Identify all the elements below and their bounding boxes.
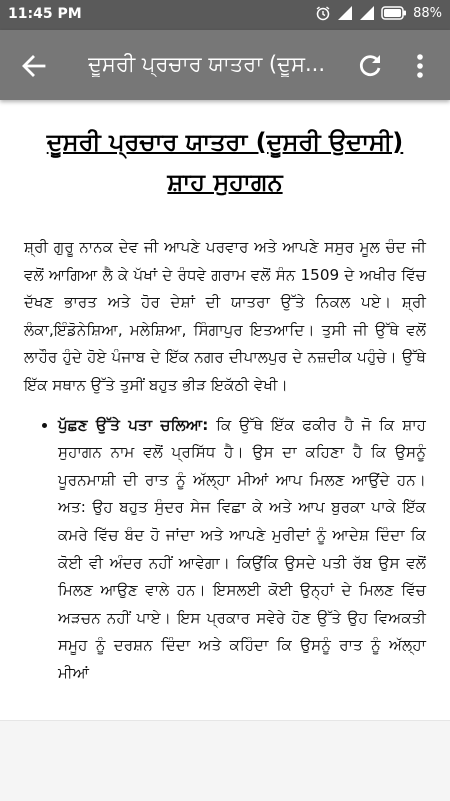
battery-percent: 88% [413,5,442,21]
bullet-list [24,412,426,688]
article-paragraph: ਸ਼੍ਰੀ ਗੁਰੂ ਨਾਨਕ ਦੇਵ ਜੀ ਆਪਣੇ ਪਰਵਾਰ ਅਤੇ ਆਪਣੇ ਸਸੁਰ ਮੂਲ ਚੰਦ ਜੀ ਵਲੋਂ ਆਗਿਆ ਲੈ ਕੇ ਪੱਖਾਂ ਦੇ ਰੰਧਵੇ ਗਰਾਮ ਵਲੋਂ ਸੰਨ 1509 ਦੇ ਅਖੀਰ ਵਿੱਚ ਦੱਖਣ ਭਾਰਤ ਅਤੇ ਹੋਰ ਦੇਸ਼ਾਂ ਦੀ ਯਾਤਰਾ ਉੱਤੇ ਨਿਕਲ ਪਏ। ਸ਼੍ਰੀ ਲੰਕਾ,ਇੰਡੋਨੇਸ਼ਿਆ, ਮਲੇਸ਼ਿਆ, ਸਿੰਗਾਪੁਰ ਇਤਆਦਿ। ਤੁਸੀ ਜੀ ਉੱਥੇ ਵਲੋਂ ਲਾਹੌਰ ਹੁੰਦੇ ਹੋਏ ਪੰਜਾਬ ਦੇ ਇੱਕ ਨਗਰ ਦੀਪਾਲਪੁਰ ਦੇ ਨਜ਼ਦੀਕ ਪਹੁੰਚੇ। ਉੱਥੇ ਇੱਕ ਸਥਾਨ ਉੱਤੇ ਤੁਸੀਂ ਬਹੁਤ ਭੀੜ ਇਕੱਠੀ ਵੇਖੀ। [24,238,426,394]
alarm-icon [315,5,331,21]
list-item [58,412,426,688]
refresh-icon[interactable] [356,52,384,80]
signal-icon [359,5,375,21]
heading-line-2: ਸ਼ਾਹ ਸੁਹਾਗਨ [167,168,283,196]
app-bar-title: ਦੂਸਰੀ ਪ੍ਰਚਾਰ ਯਾਤਰਾ (ਦੂਸ... [88,52,325,76]
article-heading [0,122,450,202]
status-bar [0,0,450,30]
heading-line-1: ਦੂਸਰੀ ਪ੍ਰਚਾਰ ਯਾਤਰਾ (ਦੂਸਰੀ ਉਦਾਸੀ) [46,128,404,156]
bullet-text: ਕਿ ਉੱਥੇ ਇੱਕ ਫਕੀਰ ਹੈ ਜੋ ਕਿ ਸ਼ਾਹ ਸੁਹਾਗਨ ਨਾਮ ਵਲੋਂ ਪ੍ਰਸਿੱਧ ਹੈ। ਉਸ ਦਾ ਕਹਿਣਾ ਹੈ ਕਿ ਉਸਨੂੰ ਪੂਰਨਮਾਸ਼ੀ ਦੀ ਰਾਤ ਨੂੰ ਅੱਲ੍ਹਾ ਮੀਆਂ ਆਪ ਮਿਲਣ ਆਉਂਦੇ ਹਨ। ਅਤ: ਉਹ ਬਹੁਤ ਸੁੰਦਰ ਸੇਜ ਵਿਛਾ ਕੇ ਅਤੇ ਆਪ ਬੁਰਕਾ ਪਾਕੇ ਇੱਕ ਕਮਰੇ ਵਿੱਚ ਬੰਦ ਹੋ ਜਾਂਦਾ ਅਤੇ ਆਪਣੇ ਮੁਰੀਦਾਂ ਨੂੰ ਆਦੇਸ਼ ਦਿੰਦਾ ਕਿ ਕੋਈ ਵੀ ਅੰਦਰ ਨਹੀਂ ਆਵੇਗਾ। ਕਿਉਂਕਿ ਉਸਦੇ ਪਤੀ ਰੱਬ ਉਸ ਵਲੋਂ ਮਿਲਣ ਆਉਣ ਵਾਲੇ ਹਨ। ਇਸਲਈ ਕੋਈ ਉਨ੍ਹਾਂ ਦੇ ਮਿਲਣ ਵਿੱਚ ਅੜਚਨ ਨਹੀਂ ਪਾਏ। ਇਸ ਪ੍ਰਕਾਰ ਸਵੇਰੇ ਹੋਣ ਉੱਤੇ ਉਹ ਵਿਅਕਤੀ ਸਮੂਹ ਨੂੰ ਦਰਸ਼ਨ ਦਿੰਦਾ ਅਤੇ ਕਹਿੰਦਾ ਕਿ ਉਸਨੂੰ ਰਾਤ ਨੂੰ ਅੱਲ੍ਹਾ ਮੀਆਂ [58,415,426,682]
bottom-bar [0,720,450,801]
bullet-label: ਪੁੱਛਣ ਉੱਤੇ ਪਤਾ ਚਲਿਆ: [58,415,209,434]
status-time: 11:45 PM [8,6,82,22]
more-vert-icon[interactable] [410,52,430,80]
signal-icon [337,5,353,21]
article-content [0,100,450,720]
battery-icon [381,6,407,20]
back-arrow-icon[interactable] [20,52,48,80]
app-bar [0,30,450,100]
status-icons [315,5,442,21]
